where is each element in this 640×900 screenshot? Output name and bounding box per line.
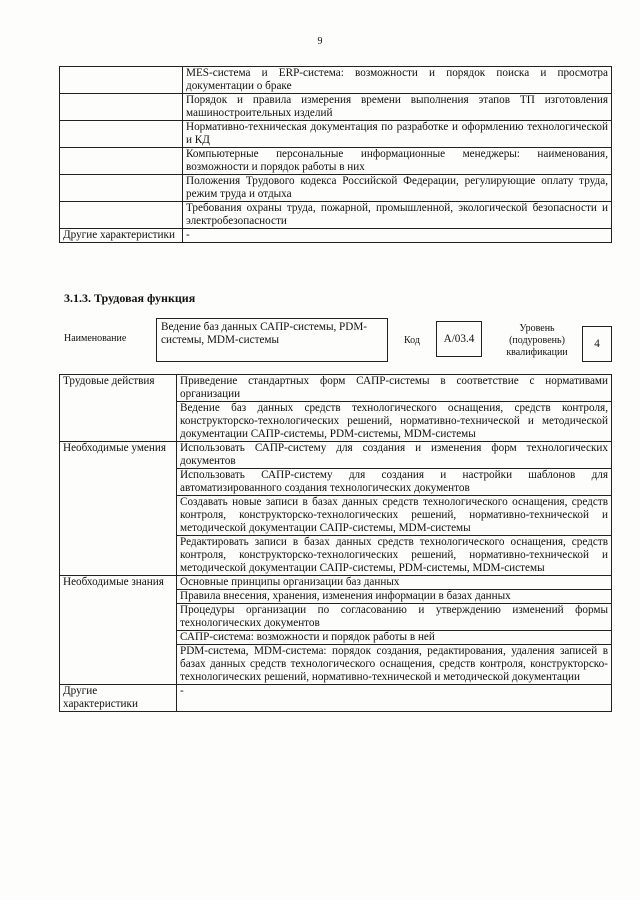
- knowledge-item: PDM-система, MDM-система: порядок создания, редактирования, удаления записей в базах данных средств технологического оснащения, средств контроля, конструкторско-технологических решений, нормативно-технической и методической документации: [177, 645, 612, 685]
- other-characteristics-value: -: [183, 229, 612, 243]
- labor-action-item: Ведение баз данных средств технологического оснащения, средств контроля, конструкторско-технологических решений, нормативно-технической и методической документации САПР-системы, PDM-системы, MDM-системы: [177, 402, 612, 442]
- skills-label: Необходимые умения: [60, 442, 177, 576]
- knowledge-item: Процедуры организации по согласованию и утверждению изменений формы технологических документов: [177, 604, 612, 631]
- knowledge-item: Основные принципы организации баз данных: [177, 576, 612, 590]
- code-value: А/03.4: [436, 321, 482, 357]
- other-characteristics-label: Другие характеристики: [60, 685, 177, 712]
- section-title: 3.1.3. Трудовая функция: [64, 291, 196, 305]
- table-row: [60, 375, 612, 402]
- knowledge-label: Необходимые знания: [60, 576, 177, 685]
- table-row: [60, 442, 612, 469]
- labor-action-item: Приведение стандартных форм САПР-системы в соответствие с нормативами организации: [177, 375, 612, 402]
- table-row: [60, 202, 612, 229]
- knowledge-item: Правила внесения, хранения, изменения информации в базах данных: [177, 590, 612, 604]
- table-row: [60, 148, 612, 175]
- knowledge-item: Компьютерные персональные информационные менеджеры: наименования, возможности и порядок работы в них: [183, 148, 612, 175]
- label-cell: [60, 175, 183, 202]
- knowledge-item: Нормативно-техническая документация по разработке и оформлению технологической и КД: [183, 121, 612, 148]
- table-row: [60, 121, 612, 148]
- table-row: [60, 94, 612, 121]
- skill-item: Использовать САПР-систему для создания и изменения форм технологических документов: [177, 442, 612, 469]
- knowledge-item: Порядок и правила измерения времени выполнения этапов ТП изготовления машиностроительных изделий: [183, 94, 612, 121]
- knowledge-item: Положения Трудового кодекса Российской Федерации, регулирующие оплату труда, режим труда и отдыха: [183, 175, 612, 202]
- skill-item: Создавать новые записи в базах данных средств технологического оснащения, средств контроля, конструкторско-технологических решений, нормативно-технической и методической документации САПР-системы, MDM-системы: [177, 496, 612, 536]
- code-label: Код: [404, 335, 420, 346]
- table-row: [60, 576, 612, 590]
- name-value: Ведение баз данных САПР-системы, PDM-системы, MDM-системы: [156, 318, 388, 362]
- table-row: [60, 685, 612, 712]
- skill-item: Редактировать записи в базах данных средств технологического оснащения, средств контроля, конструкторско-технологических решений, нормативно-технической и методической документации САПР-системы, PDM-системы, MDM-системы: [177, 536, 612, 576]
- name-label: Наименование: [64, 333, 127, 344]
- skill-item: Использовать САПР-систему для создания и настройки шаблонов для автоматизированного создания технологических документов: [177, 469, 612, 496]
- label-cell: [60, 94, 183, 121]
- table-row: [60, 67, 612, 94]
- labor-actions-label: Трудовые действия: [60, 375, 177, 442]
- knowledge-item: MES-система и ERP-система: возможности и порядок поиска и просмотра документации о браке: [183, 67, 612, 94]
- knowledge-table-continued: [59, 66, 612, 243]
- other-characteristics-label: Другие характеристики: [60, 229, 183, 243]
- qualification-level-value: 4: [582, 326, 612, 362]
- label-cell: [60, 148, 183, 175]
- label-cell: [60, 202, 183, 229]
- label-cell: [60, 67, 183, 94]
- other-characteristics-value: -: [177, 685, 612, 712]
- qualification-level-label: Уровень (подуровень) квалификации: [506, 323, 568, 358]
- knowledge-item: Требования охраны труда, пожарной, промышленной, экологической безопасности и электробезопасности: [183, 202, 612, 229]
- table-row: [60, 175, 612, 202]
- labor-function-table: [59, 374, 612, 712]
- page-number: 9: [317, 36, 323, 47]
- knowledge-item: САПР-система: возможности и порядок работы в ней: [177, 631, 612, 645]
- table-row: [60, 229, 612, 243]
- label-cell: [60, 121, 183, 148]
